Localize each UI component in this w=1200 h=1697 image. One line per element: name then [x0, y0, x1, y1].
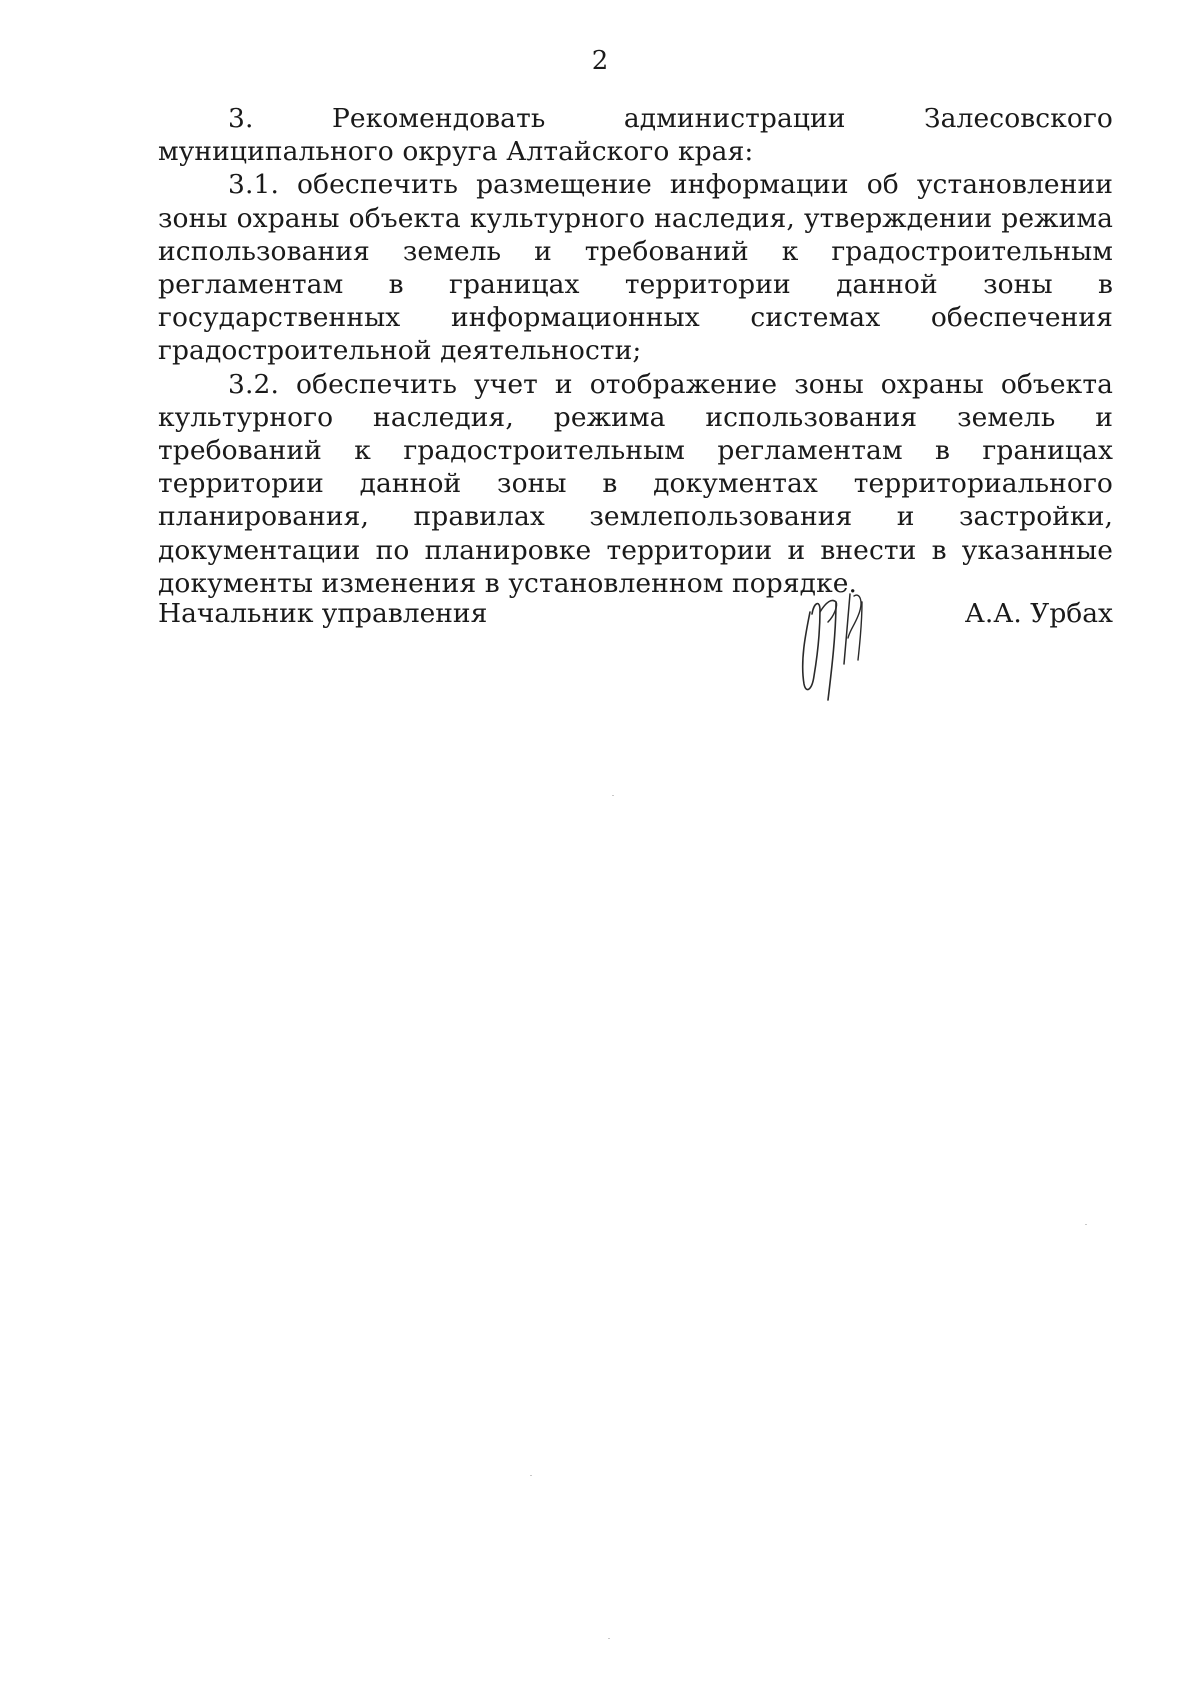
signatory-role: Начальник управления — [158, 598, 488, 629]
signatory-name: А.А. Урбах — [964, 598, 1113, 629]
scan-speck — [1085, 1224, 1087, 1225]
scan-speck — [530, 1475, 532, 1476]
paragraph-3-1: 3.1. обеспечить размещение информации об установлении зоны охраны объекта культурного наследия, утверждении режима использования земель и требований к градостроительным регламентам в границах территории данной зоны в государственных информационных системах обеспечения градостроительной деятельности; — [158, 169, 1113, 367]
scan-speck — [608, 1638, 610, 1639]
scan-speck — [612, 795, 614, 796]
document-body — [158, 102, 1113, 600]
paragraph-3-2: 3.2. обеспечить учет и отображение зоны охраны объекта культурного наследия, режима использования земель и требований к градостроительным регламентам в границах территории данной зоны в документах территориального планирования, правилах землепользования и застройки, документации по планировке территории и внести в указанные документы изменения в установленном порядке. — [158, 368, 1113, 599]
paragraph-3: 3. Рекомендовать администрации Залесовского муниципального округа Алтайского края: — [158, 103, 1113, 168]
handwritten-signature — [792, 572, 892, 702]
page-number: 2 — [591, 46, 609, 76]
